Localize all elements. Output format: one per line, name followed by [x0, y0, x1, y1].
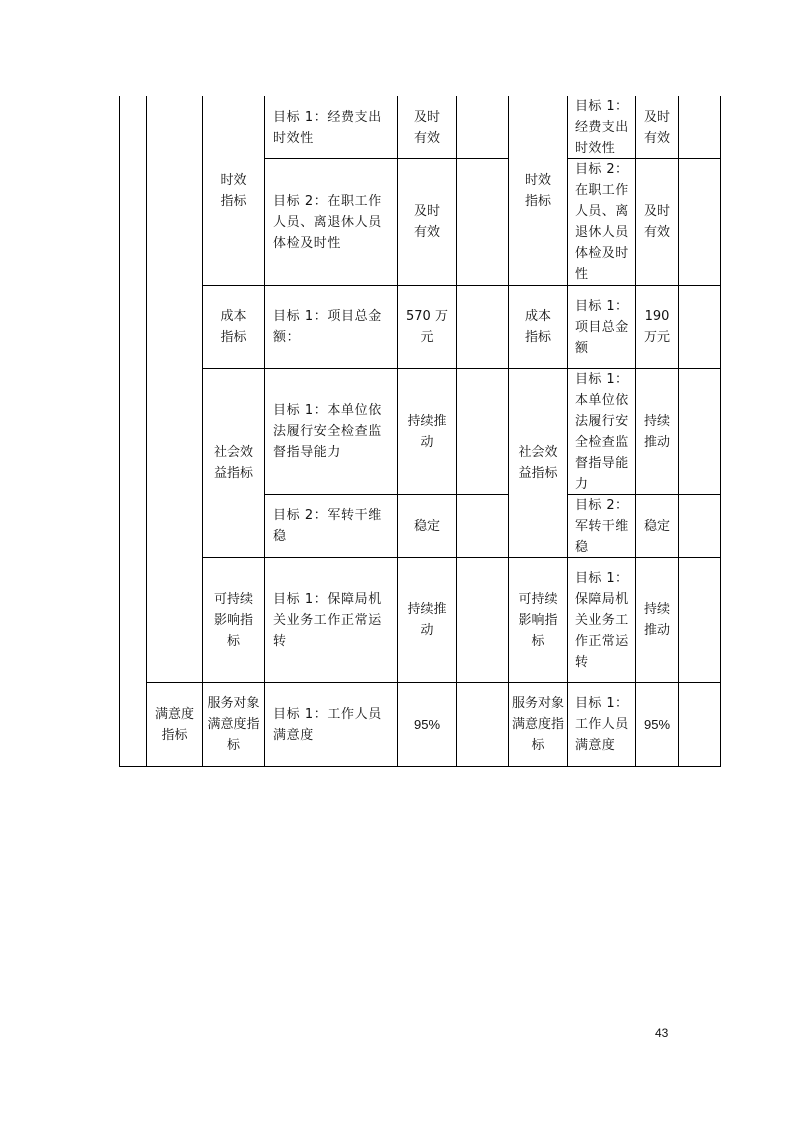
table-cell — [203, 683, 264, 766]
cell-text: 目标 2：军转干维稳 — [575, 497, 629, 555]
table-cell — [509, 558, 567, 682]
cell-text: 持续推动 — [643, 413, 670, 450]
table-cell — [265, 683, 397, 766]
table-cell — [398, 286, 456, 368]
cell-text: 目标 1：本单位依法履行安全检查监督指导能力 — [575, 371, 629, 492]
table-cell — [265, 369, 397, 494]
table-cell — [509, 683, 567, 766]
cell-text: 570 万元 — [406, 309, 448, 345]
cell-text: 目标 1：保障局机关业务工作正常运转 — [575, 570, 629, 670]
cell-text: 成本指标 — [524, 309, 551, 345]
cell-text: 稳定 — [643, 518, 670, 534]
table-cell — [398, 159, 456, 285]
table-cell — [636, 683, 678, 766]
cell-text: 持续推动 — [407, 413, 447, 450]
cell-text: 目标 2：在职工作人员、离退休人员体检及时性 — [575, 162, 629, 282]
table-cell — [265, 97, 397, 158]
cell-text: 服务对象满意度指标 — [512, 696, 565, 753]
table-cell — [636, 369, 678, 494]
cell-text: 时效指标 — [524, 173, 551, 209]
table-cell — [568, 558, 635, 682]
table-cell — [265, 495, 397, 557]
cell-text: 目标 1：保障局机关业务工作正常运转 — [273, 591, 382, 649]
cell-text: 目标 1：项目总金额 — [575, 298, 629, 356]
cell-text: 目标 2：军转干维稳 — [273, 508, 382, 544]
table-cell — [398, 369, 456, 494]
cell-text: 及时有效 — [413, 109, 440, 146]
cell-text: 持续推动 — [643, 602, 670, 638]
cell-text: 服务对象满意度指标 — [207, 696, 260, 753]
cell-text: 时效指标 — [220, 173, 247, 209]
cell-text: 可持续影响指标 — [518, 591, 558, 649]
table-cell — [203, 97, 264, 285]
table-cell — [203, 369, 264, 557]
table-cell — [636, 159, 678, 285]
table-cell — [398, 683, 456, 766]
cell-text: 可持续影响指标 — [213, 591, 253, 649]
table-cell — [636, 495, 678, 557]
cell-text: 目标 1：经费支出时效性 — [273, 109, 382, 146]
cell-text: 95% — [413, 717, 441, 732]
cell-text: 目标 1：工作人员满意度 — [575, 696, 629, 753]
cell-text: 目标 1：经费支出时效性 — [575, 99, 629, 156]
table-cell — [636, 286, 678, 368]
cell-text: 满意度指标 — [154, 706, 194, 743]
table-cell — [509, 286, 567, 368]
table-cell — [568, 495, 635, 557]
cell-text: 190 万元 — [643, 309, 670, 345]
grid-line — [119, 96, 120, 767]
table-cell — [265, 286, 397, 368]
page-number: 43 — [655, 1026, 669, 1040]
table-cell — [265, 558, 397, 682]
grid-line — [720, 96, 721, 767]
cell-text: 成本指标 — [220, 309, 247, 345]
grid-line — [119, 766, 721, 767]
cell-text: 及时有效 — [643, 109, 670, 146]
table-cell — [265, 159, 397, 285]
table-cell — [398, 97, 456, 158]
grid-line — [678, 96, 679, 767]
cell-text: 及时有效 — [413, 204, 440, 240]
table-cell — [568, 683, 635, 766]
table-cell — [509, 97, 567, 285]
table-cell — [203, 286, 264, 368]
table-cell — [398, 558, 456, 682]
cell-text: 持续推动 — [407, 602, 447, 638]
table-cell — [636, 558, 678, 682]
cell-text: 社会效益指标 — [213, 445, 253, 481]
table-cell — [568, 286, 635, 368]
cell-text: 社会效益指标 — [518, 445, 558, 481]
table-cell — [147, 683, 202, 766]
cell-text: 目标 2：在职工作人员、离退休人员体检及时性 — [273, 193, 382, 251]
cell-text: 稳定 — [413, 518, 440, 534]
cell-text: 目标 1：工作人员满意度 — [273, 706, 382, 743]
cell-text: 95% — [643, 717, 671, 732]
table-cell — [568, 369, 635, 494]
table-cell — [509, 369, 567, 557]
grid-line — [456, 96, 457, 767]
table-cell — [636, 97, 678, 158]
grid-line — [146, 96, 147, 767]
cell-text: 及时有效 — [643, 204, 670, 240]
table-cell — [568, 97, 635, 158]
cell-text: 目标 1：项目总金额： — [273, 309, 382, 345]
table-cell — [203, 558, 264, 682]
cell-text: 目标 1：本单位依法履行安全检查监督指导能力 — [273, 403, 382, 460]
table-cell — [398, 495, 456, 557]
table-cell — [568, 159, 635, 285]
